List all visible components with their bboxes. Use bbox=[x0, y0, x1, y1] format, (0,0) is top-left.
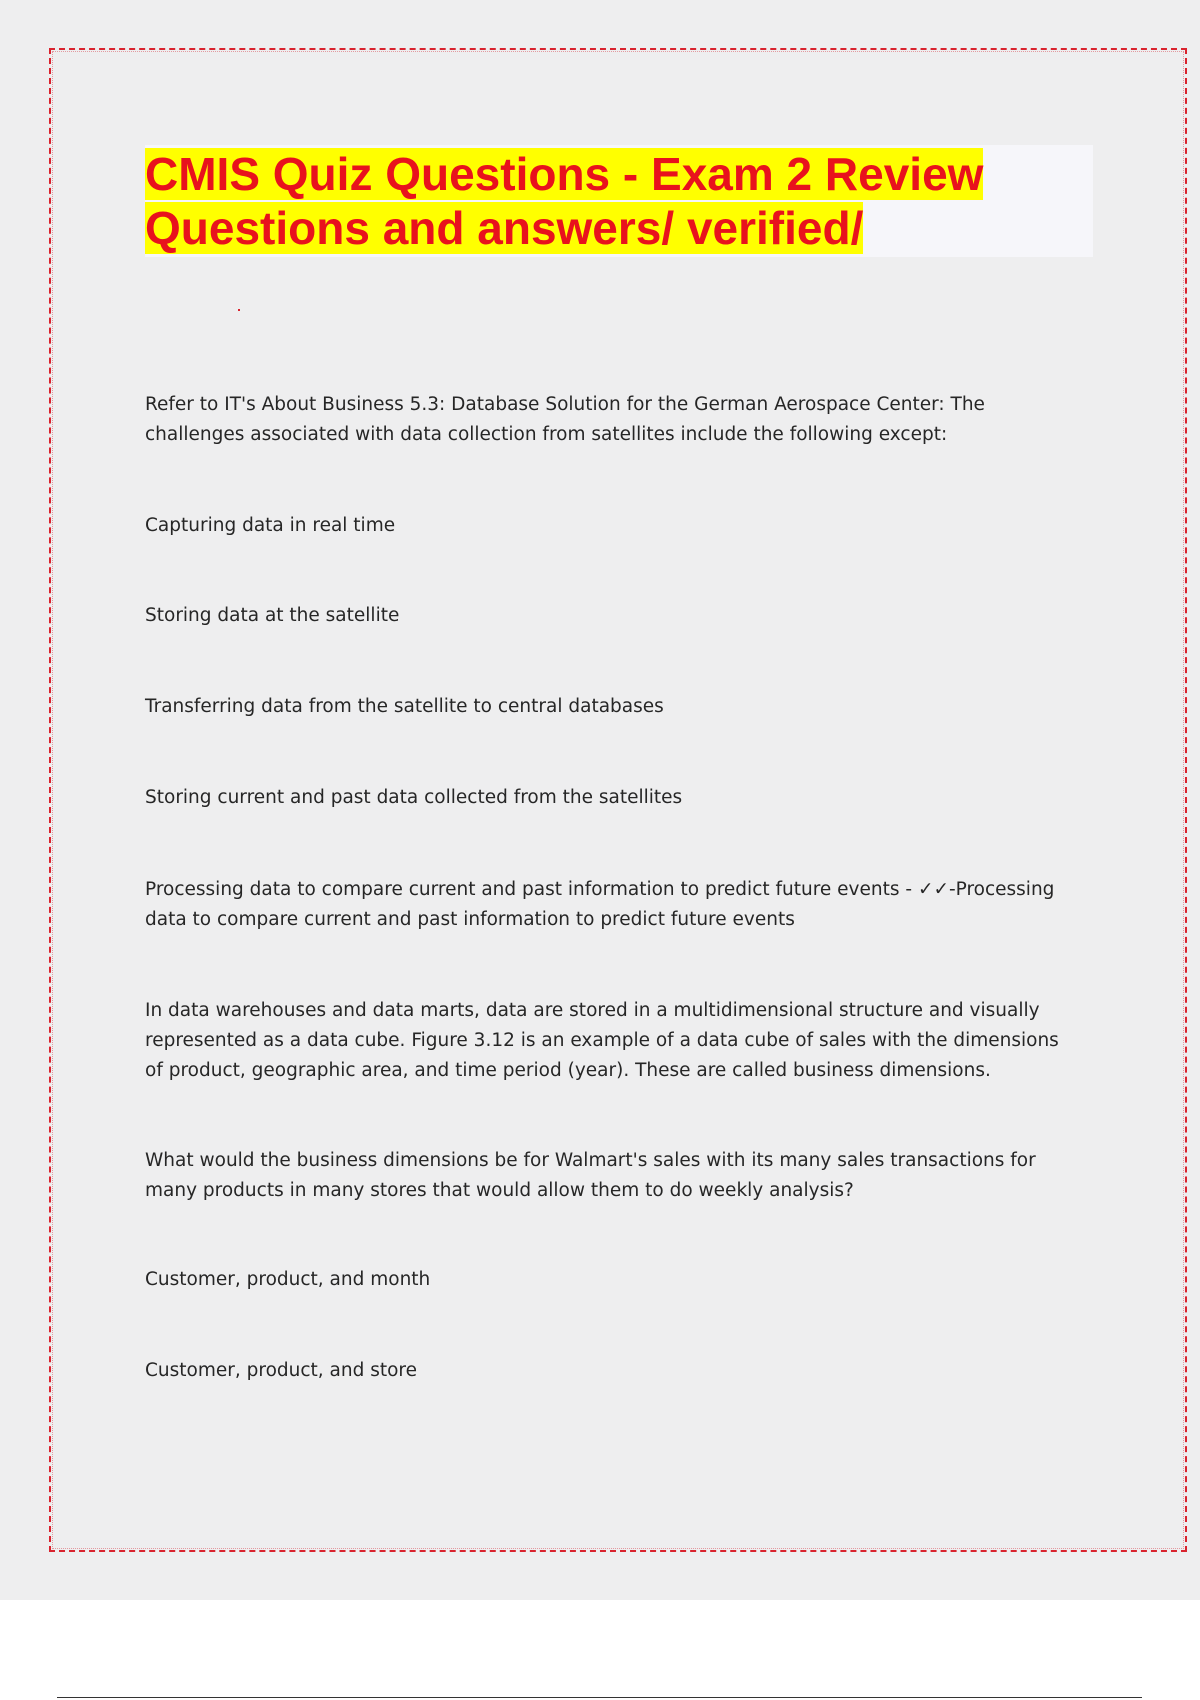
question-2-option-2: Customer, product, and store bbox=[145, 1360, 418, 1381]
document-title bbox=[145, 147, 1093, 255]
question-2-context: In data warehouses and data marts, data are stored in a multidimensional structure and visually represented as a data cube. Figure 3.12 is an example of a data cube of sales with the dimensions of product, geographic area, and time period (year). These are called business dimensions. bbox=[145, 1000, 1059, 1081]
title-highlight: CMIS Quiz Questions - Exam 2 Review Questions and answers/ verified/ bbox=[145, 148, 984, 254]
answer-option-3: Transferring data from the satellite to central databases bbox=[145, 696, 664, 717]
answer-option-5-verified: Processing data to compare current and past information to predict future events - ✓✓-Processing data to compare current and past information to predict future events bbox=[145, 879, 1055, 930]
answer-option-1: Capturing data in real time bbox=[145, 515, 396, 536]
answer-option-2: Storing data at the satellite bbox=[145, 605, 400, 626]
question-2-text: What would the business dimensions be for Walmart's sales with its many sales transactions for many products in many stores that would allow them to do weekly analysis? bbox=[145, 1150, 1036, 1201]
answer-option-4: Storing current and past data collected from the satellites bbox=[145, 787, 683, 808]
decorative-dot bbox=[238, 309, 240, 311]
bottom-divider bbox=[57, 1697, 1142, 1698]
question-2-option-1: Customer, product, and month bbox=[145, 1269, 431, 1290]
question-1-text: Refer to IT's About Business 5.3: Database Solution for the German Aerospace Center: The challenges associated with data collection from satellites include the following except: bbox=[145, 394, 985, 445]
